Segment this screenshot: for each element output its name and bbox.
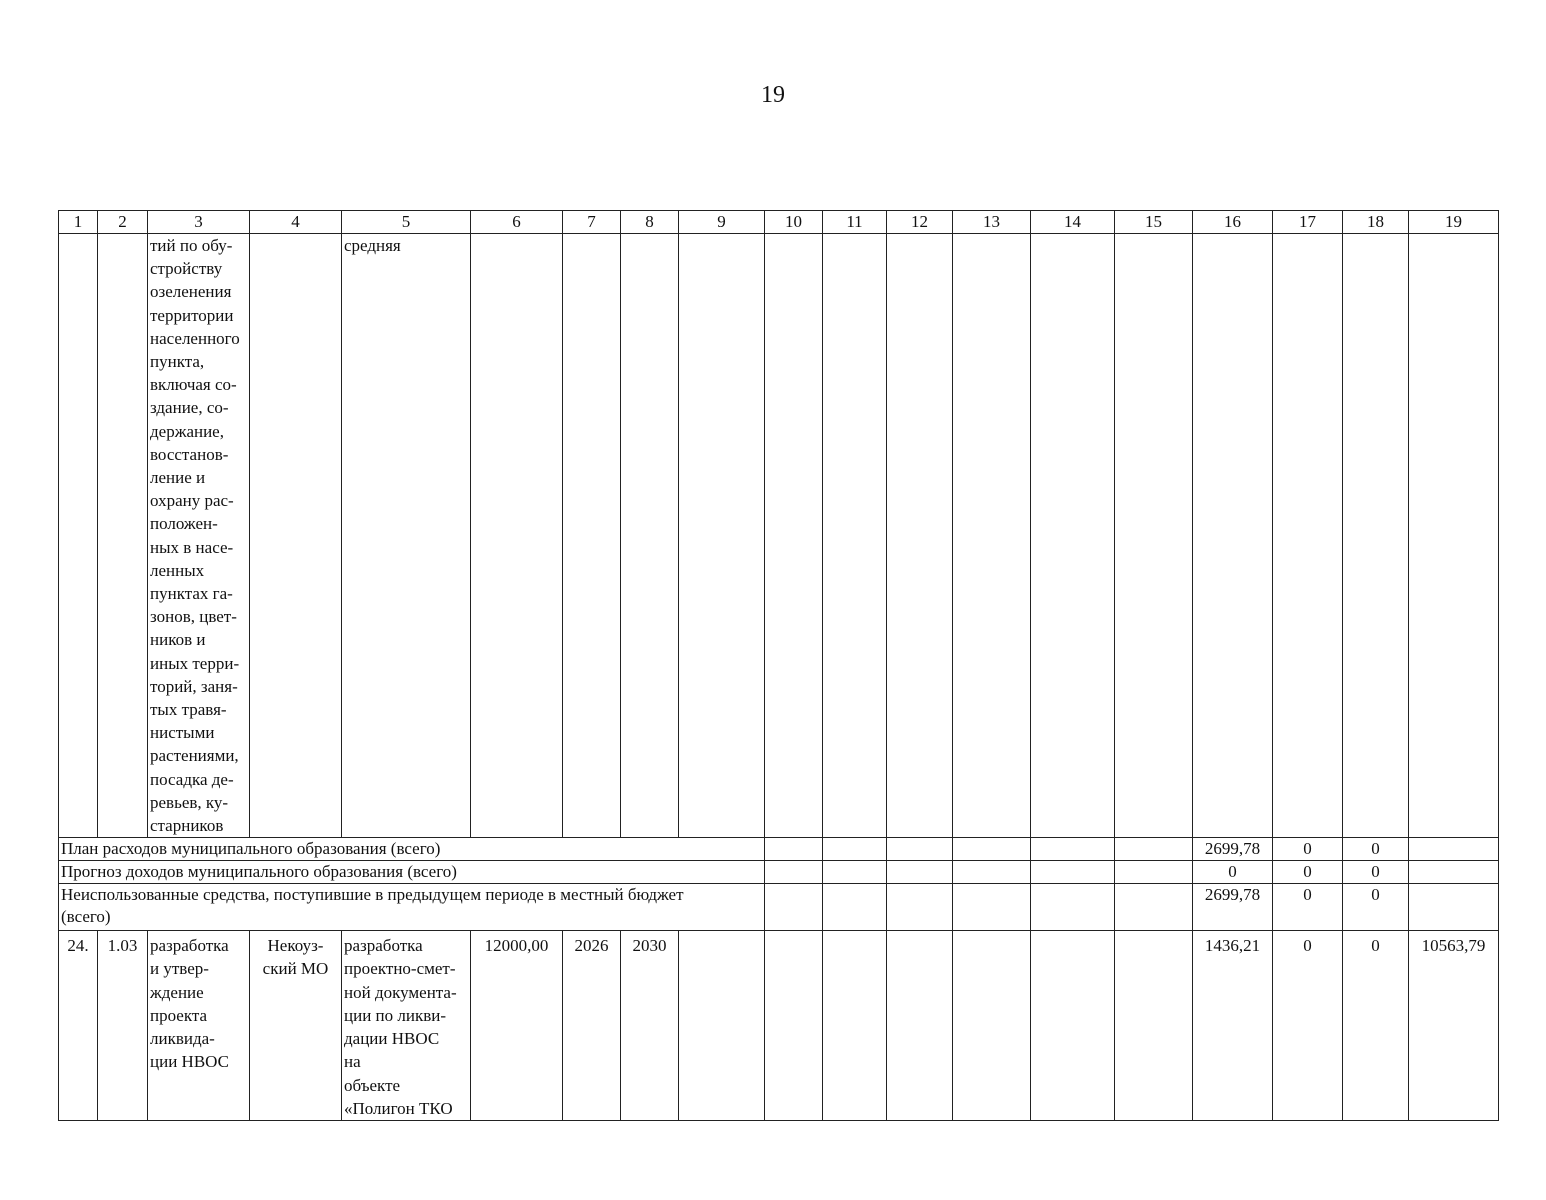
summary-value-16: 0 [1193,861,1273,884]
total-cost: 12000,00 [471,931,563,1121]
column-header: 12 [887,211,953,234]
activity-detail: разработка проектно-смет- ной документа- ции по ликви- дации НВОС на объекте «Полигон ТКО [342,931,471,1121]
column-header: 1 [59,211,98,234]
summary-label: Неиспользованные средства, поступившие в предыдущем периоде в местный бюджет (всего) [59,884,765,931]
summary-row-income [59,861,1499,884]
value-17: 0 [1273,931,1343,1121]
column-header: 4 [250,211,342,234]
activity-name: разработка и утвер- ждение проекта ликвида- ции НВОС [148,931,250,1121]
value-19: 10563,79 [1409,931,1499,1121]
value-16: 1436,21 [1193,931,1273,1121]
summary-value-17: 0 [1273,861,1343,884]
column-header: 11 [823,211,887,234]
budget-table [58,210,1499,1121]
column-header: 10 [765,211,823,234]
summary-value-18: 0 [1343,861,1409,884]
summary-value-18: 0 [1343,884,1409,931]
column-header: 13 [953,211,1031,234]
municipality: Некоуз- ский МО [250,931,342,1121]
summary-label: План расходов муниципального образования (всего) [59,838,765,861]
summary-row-expenses [59,838,1499,861]
activity-detail-cell: средняя [342,234,471,838]
summary-value-16: 2699,78 [1193,884,1273,931]
column-header: 16 [1193,211,1273,234]
column-header: 7 [563,211,621,234]
row-number: 24. [59,931,98,1121]
column-header: 14 [1031,211,1115,234]
summary-value-17: 0 [1273,884,1343,931]
start-year: 2026 [563,931,621,1121]
activity-description-cell: тий по обу- стройству озеленения территории населенного пункта, включая со- здание, со- держание, восстанов- ление и охрану рас- положен- ных в насе- ленных пунктах га- зонов, цвет- ников и иных терри- торий, заня- тых травя- нистыми растениями, посадка де- ревьев, ку- старников [148,234,250,838]
column-header: 3 [148,211,250,234]
table-row-24 [59,931,1499,1121]
value-18: 0 [1343,931,1409,1121]
column-header: 8 [621,211,679,234]
column-header: 9 [679,211,765,234]
row-code: 1.03 [98,931,148,1121]
column-header: 15 [1115,211,1193,234]
summary-value-16: 2699,78 [1193,838,1273,861]
end-year: 2030 [621,931,679,1121]
summary-value-18: 0 [1343,838,1409,861]
column-header: 19 [1409,211,1499,234]
page-number: 19 [761,82,785,108]
column-number-row [59,211,1499,234]
column-header: 17 [1273,211,1343,234]
column-header: 6 [471,211,563,234]
summary-value-17: 0 [1273,838,1343,861]
column-header: 18 [1343,211,1409,234]
column-header: 5 [342,211,471,234]
summary-row-unused-funds [59,884,1499,931]
table-row-continued [59,234,1499,838]
summary-label: Прогноз доходов муниципального образования (всего) [59,861,765,884]
column-header: 2 [98,211,148,234]
